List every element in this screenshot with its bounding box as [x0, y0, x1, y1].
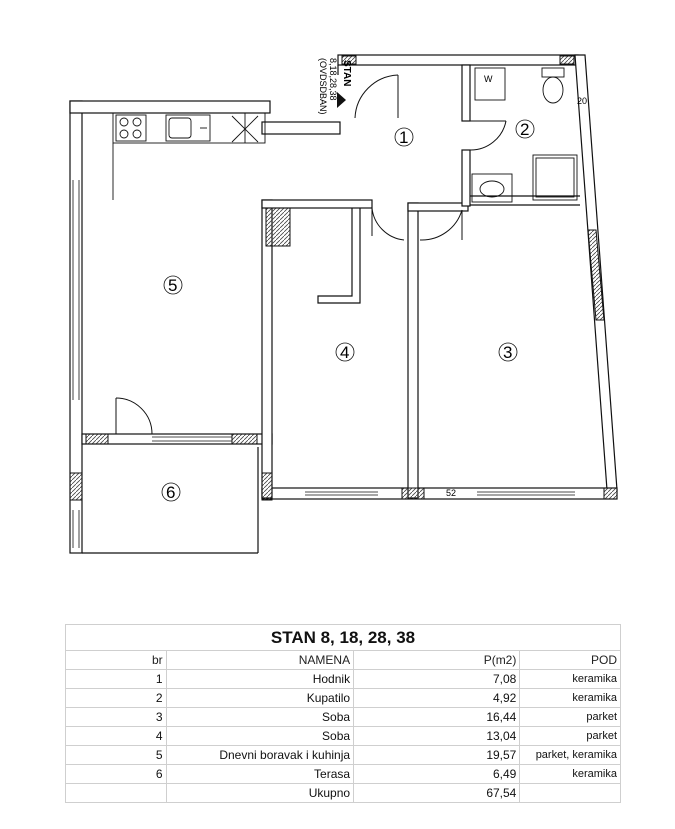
dimension-label-2: 52: [446, 488, 457, 498]
header-namena: NAMENA: [166, 651, 353, 670]
total-empty: [66, 784, 167, 803]
row-br: 6: [66, 765, 167, 784]
room-6-marker: [162, 483, 180, 502]
table-header-row: [66, 651, 621, 670]
row-floor: parket, keramika: [520, 746, 621, 765]
row-area: 7,08: [354, 670, 520, 689]
row-br: 4: [66, 727, 167, 746]
room-3-marker: [499, 343, 517, 362]
room-4-number: 4: [340, 343, 350, 362]
row-namena: Dnevni boravak i kuhinja: [166, 746, 353, 765]
table-title-row: [66, 625, 621, 651]
room-3-number: 3: [503, 343, 513, 362]
table-row: [66, 689, 621, 708]
dimension-label: 20: [577, 96, 588, 106]
svg-text:STAN: STAN: [341, 60, 352, 87]
row-floor: keramika: [520, 670, 621, 689]
room-4-marker: [336, 343, 354, 362]
sink-icon: [166, 115, 210, 141]
table-title: STAN 8, 18, 28, 38: [66, 625, 621, 651]
table-row: [66, 670, 621, 689]
row-area: 16,44: [354, 708, 520, 727]
area-table: [65, 624, 621, 803]
room-5-number: 5: [168, 276, 178, 295]
table-row: [66, 746, 621, 765]
stan-label: [318, 58, 352, 115]
total-pod-empty: [520, 784, 621, 803]
table-row: [66, 708, 621, 727]
washbasin-icon: [472, 174, 512, 202]
row-br: 5: [66, 746, 167, 765]
row-floor: parket: [520, 727, 621, 746]
outer-walls: [70, 55, 617, 553]
svg-text:(OVDSDBAN): (OVDSDBAN): [318, 58, 328, 115]
kitchen-counter: [113, 113, 265, 200]
row-area: 4,92: [354, 689, 520, 708]
row-namena: Terasa: [166, 765, 353, 784]
room-6-number: 6: [166, 483, 176, 502]
row-br: 3: [66, 708, 167, 727]
stove-icon: [116, 115, 146, 141]
dishwasher-icon: [232, 113, 258, 143]
row-namena: Kupatilo: [166, 689, 353, 708]
washing-machine-icon: [475, 68, 505, 100]
room-1-number: 1: [399, 128, 409, 147]
room-2-marker: [516, 120, 534, 139]
header-p: P(m2): [354, 651, 520, 670]
row-namena: Hodnik: [166, 670, 353, 689]
row-area: 13,04: [354, 727, 520, 746]
row-floor: keramika: [520, 765, 621, 784]
table-row: [66, 765, 621, 784]
row-area: 6,49: [354, 765, 520, 784]
toilet-icon: [542, 68, 564, 103]
shower-icon: [533, 155, 577, 200]
washing-machine-label: W: [484, 74, 493, 84]
row-area: 19,57: [354, 746, 520, 765]
room-1-marker: [395, 128, 413, 147]
row-br: 2: [66, 689, 167, 708]
svg-text:8,18,28,38: 8,18,28,38: [328, 58, 338, 101]
total-label: Ukupno: [166, 784, 353, 803]
row-floor: keramika: [520, 689, 621, 708]
row-br: 1: [66, 670, 167, 689]
table-row: [66, 727, 621, 746]
row-floor: parket: [520, 708, 621, 727]
total-area: 67,54: [354, 784, 520, 803]
table-total-row: [66, 784, 621, 803]
room-5-marker: [164, 276, 182, 295]
row-namena: Soba: [166, 727, 353, 746]
header-pod: POD: [520, 651, 621, 670]
room-2-number: 2: [520, 120, 530, 139]
header-br: br: [66, 651, 167, 670]
row-namena: Soba: [166, 708, 353, 727]
